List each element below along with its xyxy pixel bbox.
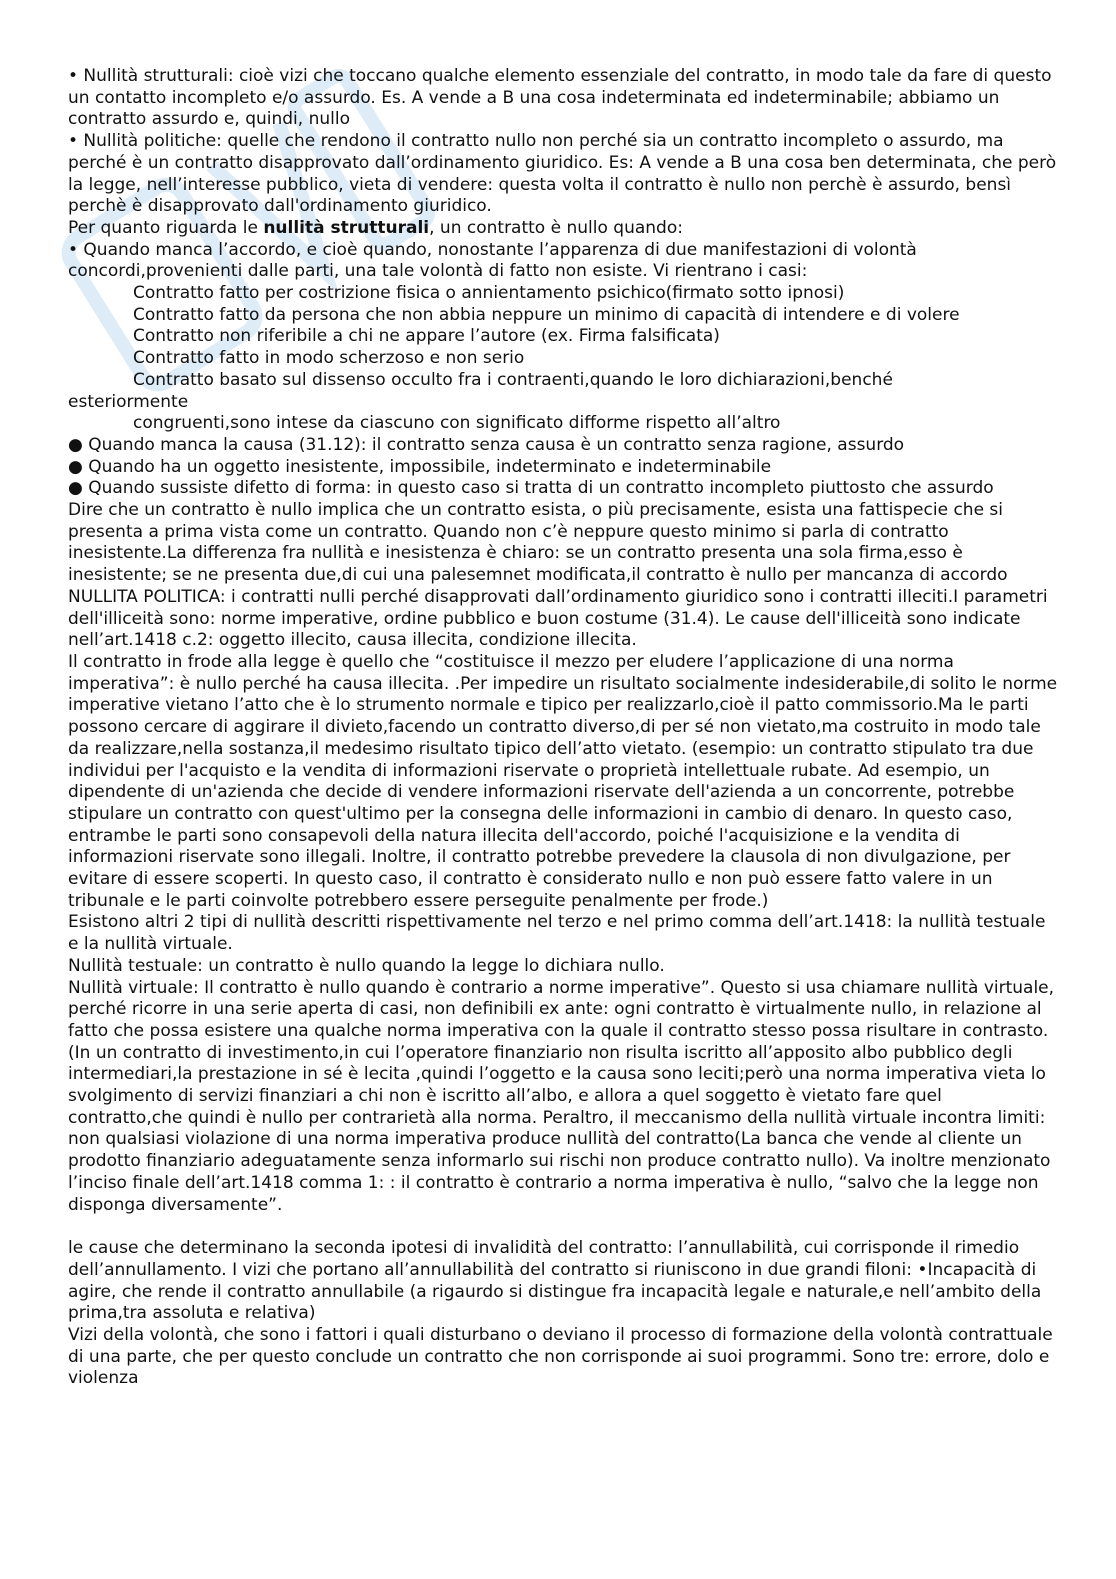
bullet-item: ● Quando ha un oggetto inesistente, impossibile, indeterminato e indeterminabile <box>68 456 772 477</box>
case-item: Contratto fatto da persona che non abbia neppure un minimo di capacità di intendere e di volere <box>133 304 960 325</box>
paragraph: NULLITA POLITICA: i contratti nulli perché disapprovati dall’ordinamento giuridico sono i contratti illeciti.I parametri dell'illiceità sono: norme imperative, ordine pubblico e buon costume (31.4). Le cause dell'illiceità sono indicate nell’art.1418 c.2: oggetto illecito, causa illecita, condizione illecita. <box>68 586 1048 651</box>
case-item: congruenti,sono intese da ciascuno con significato difforme rispetto all’altro <box>133 413 781 434</box>
bullet-item: ● Quando manca la causa (31.12): il contratto senza causa è un contratto senza ragione, assurdo <box>68 434 905 455</box>
case-item: Contratto fatto in modo scherzoso e non serio <box>133 348 525 369</box>
paragraph: • Quando manca l’accordo, e cioè quando, nonostante l’apparenza di due manifestazioni di volontà concordi,provenienti dalle parti, una tale volontà di fatto non esiste. Vi rientrano i casi: <box>68 239 917 282</box>
paragraph: Dire che un contratto è nullo implica che un contratto esista, o più precisamente, esista una fattispecie che si presenta a prima vista come un contratto. Quando non c’è neppure questo minimo si parla di contratto inesistente.La differenza fra nullità e inesistenza è chiaro: se un contratto presenta una sola firma,esso è inesistente; se ne presenta due,di cui una palesemnet modificata,il contratto è nullo per mancanza di accordo <box>68 500 1008 586</box>
case-continuation: esteriormente <box>68 391 189 412</box>
paragraph: le cause che determinano la seconda ipotesi di invalidità del contratto: l’annullabilità, cui corrisponde il rimedio dell’annullamento. I vizi che portano all’annullabilità del contratto si riuniscono in due grandi filoni: •Incapacità di agire, che rende il contratto annullabile (a rigaurdo si distingue fra incapacità legale e naturale,e nell’ambito della prima,tra assoluta e relativa) <box>68 1238 1042 1324</box>
paragraph: Vizi della volontà, che sono i fattori i quali disturbano o deviano il processo di formazione della volontà contrattuale di una parte, che per questo conclude un contratto che non corrisponde ai suoi programmi. Sono tre: errore, dolo e violenza <box>68 1325 1053 1389</box>
spacer <box>68 1216 1058 1238</box>
paragraph-strutturali: Per quanto riguarda le nullità strutturali, un contratto è nullo quando: <box>68 217 683 238</box>
case-item: Contratto basato sul dissenso occulto fra i contraenti,quando le loro dichiarazioni,benché <box>133 369 893 390</box>
document-page <box>68 66 1058 1390</box>
paragraph: • Nullità strutturali: cioè vizi che toccano qualche elemento essenziale del contratto, in modo tale da fare di questo un contatto incompleto e/o assurdo. Es. A vende a B una cosa indeterminata ed indeterminabile; abbiamo un contratto assurdo e, quindi, nullo <box>68 66 1052 130</box>
case-item: Contratto fatto per costrizione fisica o annientamento psichico(firmato sotto ipnosi) <box>133 283 845 304</box>
paragraph: Nullità testuale: un contratto è nullo quando la legge lo dichiara nullo. <box>68 955 665 976</box>
bold-term: nullità strutturali <box>263 217 430 238</box>
paragraph: • Nullità politiche: quelle che rendono il contratto nullo non perché sia un contratto incompleto o assurdo, ma perché è un contratto disapprovato dall’ordinamento giuridico. Es: A vende a B una cosa ben determinata, che però la legge, nell’interesse pubblico, vieta di vendere: questa volta il contratto è nullo non perchè è assurdo, bensì perchè è disapprovato dall'ordinamento giuridico. <box>68 131 1057 217</box>
paragraph: Esistono altri 2 tipi di nullità descritti rispettivamente nel terzo e nel primo comma dell’art.1418: la nullità testuale e la nullità virtuale. <box>68 912 1046 955</box>
paragraph: Il contratto in frode alla legge è quello che “costituisce il mezzo per eludere l’applicazione di una norma imperativa”: è nullo perché ha causa illecita. .Per impedire un risultato socialmente indesiderabile,di solito le norme imperative vietano l’atto che è lo strumento normale e tipico per realizzarlo,cioè il patto commissorio.Ma le parti possono cercare di aggirare il divieto,facendo un contratto diverso,di per sé non vietato,ma costruito in modo tale da realizzare,nella sostanza,il medesimo risultato tipico dell’atto vietato. (esempio: un contratto stipulato tra due individui per l'acquisto e la vendita di informazioni riservate o proprietà intellettuale rubate. Ad esempio, un dipendente di un'azienda che decide di vendere informazioni riservate dell'azienda a un concorrente, potrebbe stipulare un contratto con quest'ultimo per la consegna delle informazioni in cambio di denaro. In questo caso, entrambe le parti sono consapevoli della natura illecita dell'accordo, poiché l'acquisizione e la vendita di informazioni riservate sono illegali. Inoltre, il contratto potrebbe prevedere la clausola di non divulgazione, per evitare di essere scoperti. In questo caso, il contratto è considerato nullo e non può essere fatto valere in un tribunale e le parti coinvolte potrebbero essere perseguite penalmente per frode.) <box>68 651 1058 911</box>
paragraph: Nullità virtuale: Il contratto è nullo quando è contrario a norme imperative”. Questo si usa chiamare nullità virtuale, perché ricorre in una serie aperta di casi, non definibili ex ante: ogni contratto è virtualmente nullo, in relazione al fatto che possa esistere una qualche norma imperativa con la quale il contratto stesso possa risultare in contrasto.(In un contratto di investimento,in cui l’operatore finanziario non risulta iscritto all’apposito albo pubblico degli intermediari,la prestazione in sé è lecita ,quindi l’oggetto e la causa sono leciti;però una norma imperativa vieta lo svolgimento di servizi finanziari a chi non è iscritto all’albo, e allora a quel soggetto è vietato fare quel contratto,che quindi è nullo per contrarietà alla norma. Peraltro, il meccanismo della nullità virtuale incontra limiti: non qualsiasi violazione di una norma imperativa produce nullità del contratto(La banca che vende al cliente un prodotto finanziario adeguatamente senza informarlo sui rischi non produce contratto nullo). Va inoltre menzionato l’inciso finale dell’art.1418 comma 1: : il contratto è contrario a norma imperativa è nullo, “salvo che la legge non disponga diversamente”. <box>68 977 1055 1215</box>
bullet-item: ● Quando sussiste difetto di forma: in questo caso si tratta di un contratto incompleto piuttosto che assurdo <box>68 478 994 499</box>
case-item: Contratto non riferibile a chi ne appare l’autore (ex. Firma falsificata) <box>133 326 720 347</box>
